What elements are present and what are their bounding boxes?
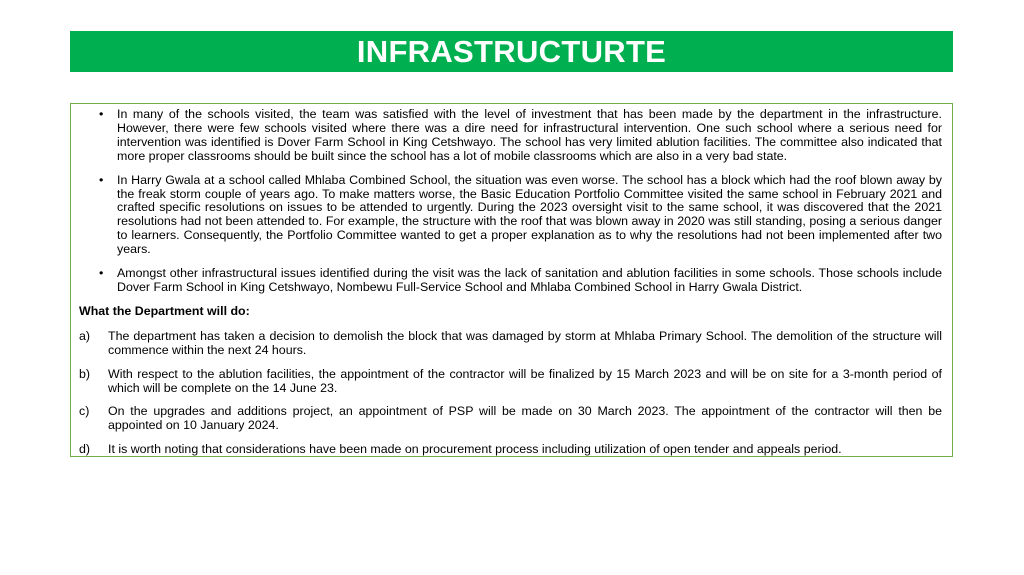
list-item	[79, 443, 942, 457]
list-item	[79, 267, 942, 295]
slide-title: INFRASTRUCTURTE	[356, 33, 667, 69]
list-item	[79, 174, 942, 257]
content-box	[70, 103, 953, 457]
list-item	[79, 330, 942, 358]
item-marker: c)	[79, 404, 90, 419]
list-item	[79, 368, 942, 396]
list-item	[79, 405, 942, 433]
bullet-marker: •	[99, 107, 104, 121]
item-text: With respect to the ablution facilities, the appointment of the contractor will be finalized by 15 March 2023 and will be on site for a 3-month period of which will be complete on the 14 June 23.	[108, 366, 942, 395]
bullet-text: In many of the schools visited, the team was satisfied with the level of investment that has been made by the department in the infrastructure. However, there were few schools visited where there was a dire need for infrastructural intervention. One such school where a serious need for intervention was identified is Dover Farm School in King Cetshwayo. The school has very limited ablution facilities. The committee also indicated that more proper classrooms should be built since the school has a lot of mobile classrooms which are also in a very bad state.	[117, 107, 942, 163]
item-marker: b)	[79, 366, 91, 381]
item-marker: a)	[79, 328, 91, 343]
item-text: It is worth noting that considerations have been made on procurement process including utilization of open tender and appeals period.	[108, 442, 842, 457]
item-text: On the upgrades and additions project, an appointment of PSP will be made on 30 March 2023. The appointment of the contractor will then be appointed on 10 January 2024.	[108, 404, 942, 433]
title-banner	[70, 31, 953, 72]
bullet-marker: •	[99, 266, 104, 281]
findings-list	[79, 108, 942, 295]
bullet-text: In Harry Gwala at a school called Mhlaba Combined School, the situation was even worse. The school has a block which had the roof blown away by the freak storm couple of years ago. To make matters worse, the Basic Education Portfolio Committee visited the same school in February 2021 and crafted specific resolutions on issues to be attended to urgently. During the 2023 oversight visit to the same school, it was discovered that the 2021 resolutions had not been attended to. For example, the structure with the roof that was blown away in 2020 was still standing, posing a serious danger to learners. Consequently, the Portfolio Committee wanted to get a proper explanation as to why the resolutions had not been implemented after two years.	[117, 172, 942, 257]
actions-list	[79, 330, 942, 457]
bullet-marker: •	[99, 172, 104, 187]
list-item	[79, 108, 942, 164]
item-text: The department has taken a decision to demolish the block that was damaged by storm at Mhlaba Primary School. The demolition of the structure will commence within the next 24 hours.	[108, 328, 942, 357]
item-marker: d)	[79, 442, 91, 457]
bullet-text: Amongst other infrastructural issues identified during the visit was the lack of sanitation and ablution facilities in some schools. Those schools include Dover Farm School in King Cetshwayo, Nombewu Full-Service School and Mhlaba Combined School in Harry Gwala District.	[117, 266, 942, 294]
section-heading: What the Department will do:	[79, 303, 250, 318]
